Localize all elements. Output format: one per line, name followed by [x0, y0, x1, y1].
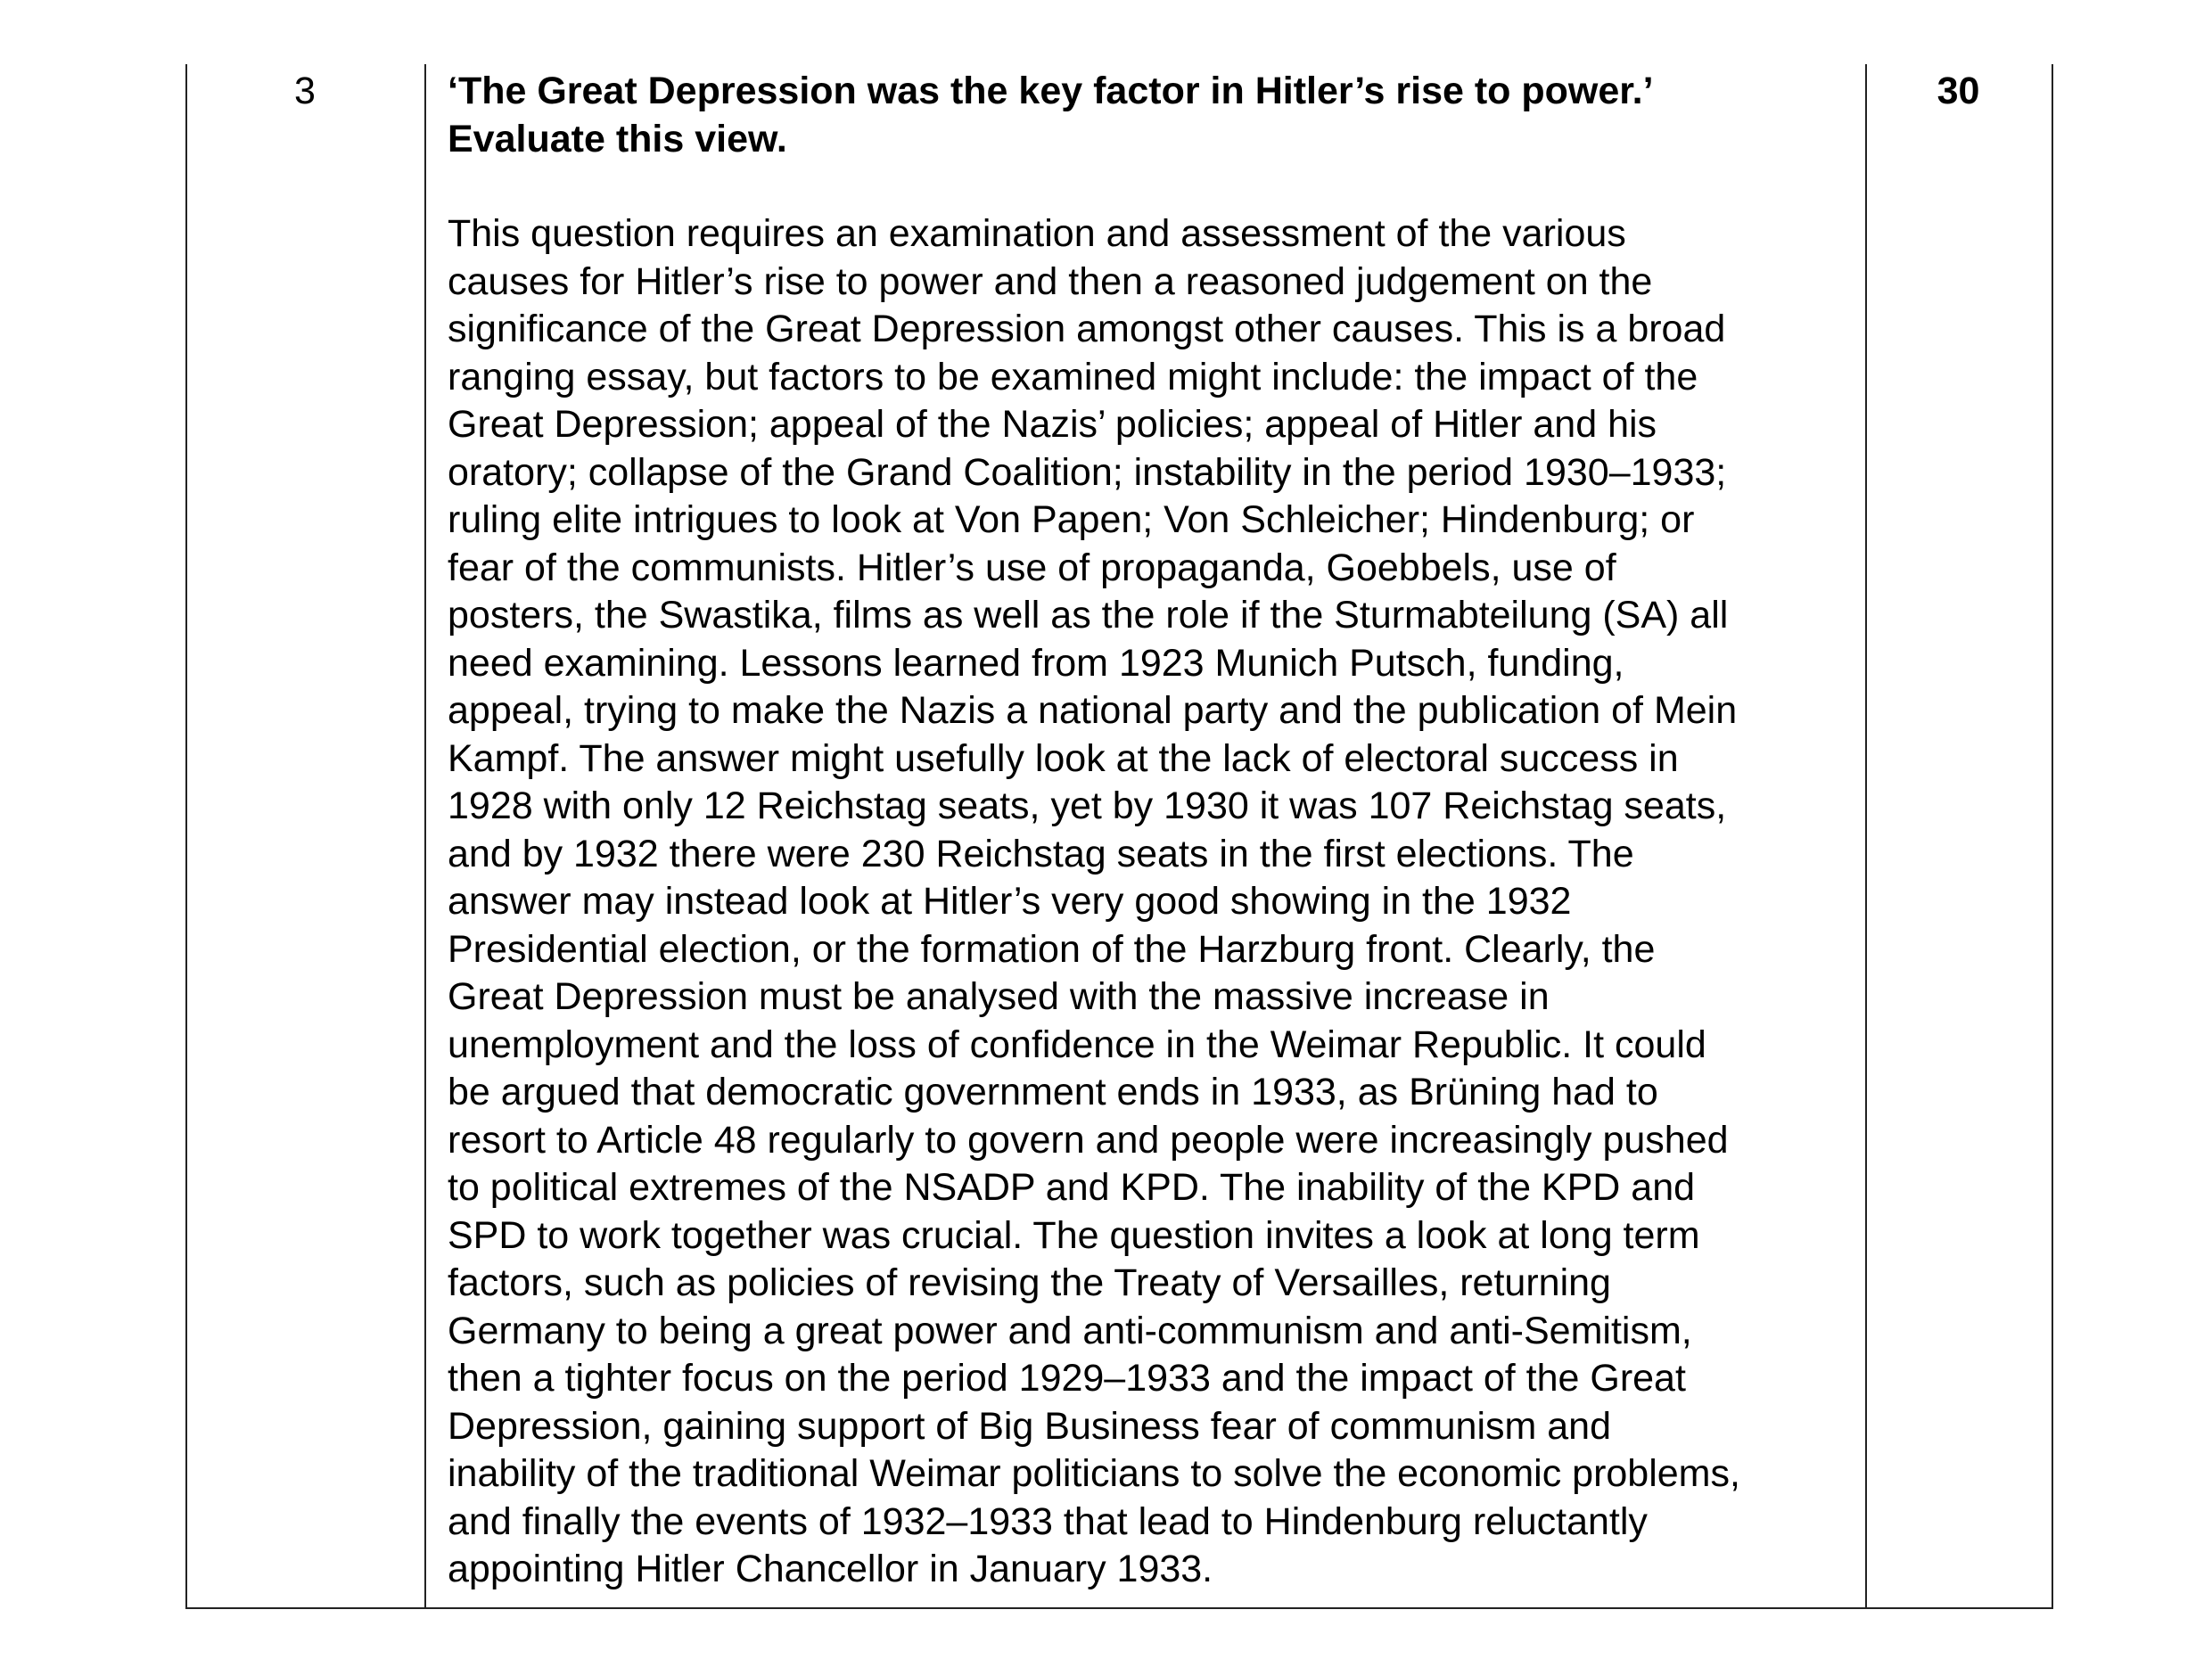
guidance-text-line: appeal, trying to make the Nazis a national party and the publication of Mein [448, 689, 1738, 732]
question-prompt [448, 68, 1856, 163]
guidance-text-line: and by 1932 there were 230 Reichstag seats in the first elections. The [448, 832, 1634, 875]
guidance-text-line: SPD to work together was crucial. The question invites a look at long term [448, 1213, 1700, 1257]
guidance-text-line: posters, the Swastika, films as well as the role if the Sturmabteilung (SA) all [448, 594, 1729, 636]
guidance-text-line: resort to Article 48 regularly to govern and people were increasingly pushed [448, 1118, 1729, 1162]
guidance-text-line: to political extremes of the NSADP and KPD. The inability of the KPD and [448, 1166, 1696, 1209]
guidance-text-line: unemployment and the loss of confidence in the Weimar Republic. It could [448, 1023, 1706, 1066]
guidance-text-line: Kampf. The answer might usefully look at the lack of electoral success in [448, 736, 1679, 780]
question-marks: 30 [1937, 70, 1980, 112]
guidance-text-line: inability of the traditional Weimar politicians to solve the economic problems, [448, 1452, 1740, 1495]
guidance-text-line: answer may instead look at Hitler’s very good showing in the 1932 [448, 880, 1572, 923]
guidance-text-line: Germany to being a great power and anti-communism and anti-Semitism, [448, 1309, 1692, 1352]
guidance-text-line: Presidential election, or the formation of the Harzburg front. Clearly, the [448, 927, 1656, 971]
table-border-left [185, 64, 187, 1608]
guidance-text-line: 1928 with only 12 Reichstag seats, yet by 1930 it was 107 Reichstag seats, [448, 784, 1727, 827]
guidance-text-line: factors, such as policies of revising the Treaty of Versailles, returning [448, 1261, 1611, 1304]
guidance-text-line: fear of the communists. Hitler’s use of propaganda, Goebbels, use of [448, 546, 1616, 589]
guidance-text-line: be argued that democratic government ends in 1933, as Brüning had to [448, 1071, 1658, 1113]
guidance-text-line: ruling elite intrigues to look at Von Papen; Von Schleicher; Hindenburg; or [448, 498, 1695, 541]
table-border-question-column [424, 64, 426, 1608]
guidance-text-line: ranging essay, but factors to be examined might include: the impact of the [448, 355, 1698, 398]
guidance-text-line: appointing Hitler Chancellor in January 1933. [448, 1548, 1213, 1590]
guidance-text-line: significance of the Great Depression amongst other causes. This is a broad [448, 308, 1726, 350]
question-prompt-line: Evaluate this view. [448, 117, 787, 160]
guidance-text-line: Great Depression must be analysed with the massive increase in [448, 975, 1550, 1018]
table-border-bottom [185, 1607, 2053, 1609]
indicative-content [448, 210, 1856, 1594]
question-prompt-line: ‘The Great Depression was the key factor in Hitler’s rise to power.’ [448, 70, 1654, 112]
table-border-right [2052, 64, 2053, 1608]
table-border-marks-column [1865, 64, 1867, 1608]
question-number: 3 [294, 70, 316, 112]
guidance-text-line: This question requires an examination and assessment of the various [448, 212, 1626, 255]
guidance-text-line: oratory; collapse of the Grand Coalition; instability in the period 1930–1933; [448, 450, 1727, 494]
guidance-text-line: and finally the events of 1932–1933 that lead to Hindenburg reluctantly [448, 1499, 1648, 1543]
guidance-text-line: Depression, gaining support of Big Business fear of communism and [448, 1404, 1612, 1448]
guidance-text-line: then a tighter focus on the period 1929–1933 and the impact of the Great [448, 1357, 1686, 1400]
guidance-text-line: need examining. Lessons learned from 1923 Munich Putsch, funding, [448, 641, 1624, 685]
guidance-text-line: causes for Hitler’s rise to power and then a reasoned judgement on the [448, 259, 1653, 303]
guidance-text-line: Great Depression; appeal of the Nazis’ policies; appeal of Hitler and his [448, 403, 1657, 446]
question-content-cell [448, 68, 1856, 1594]
